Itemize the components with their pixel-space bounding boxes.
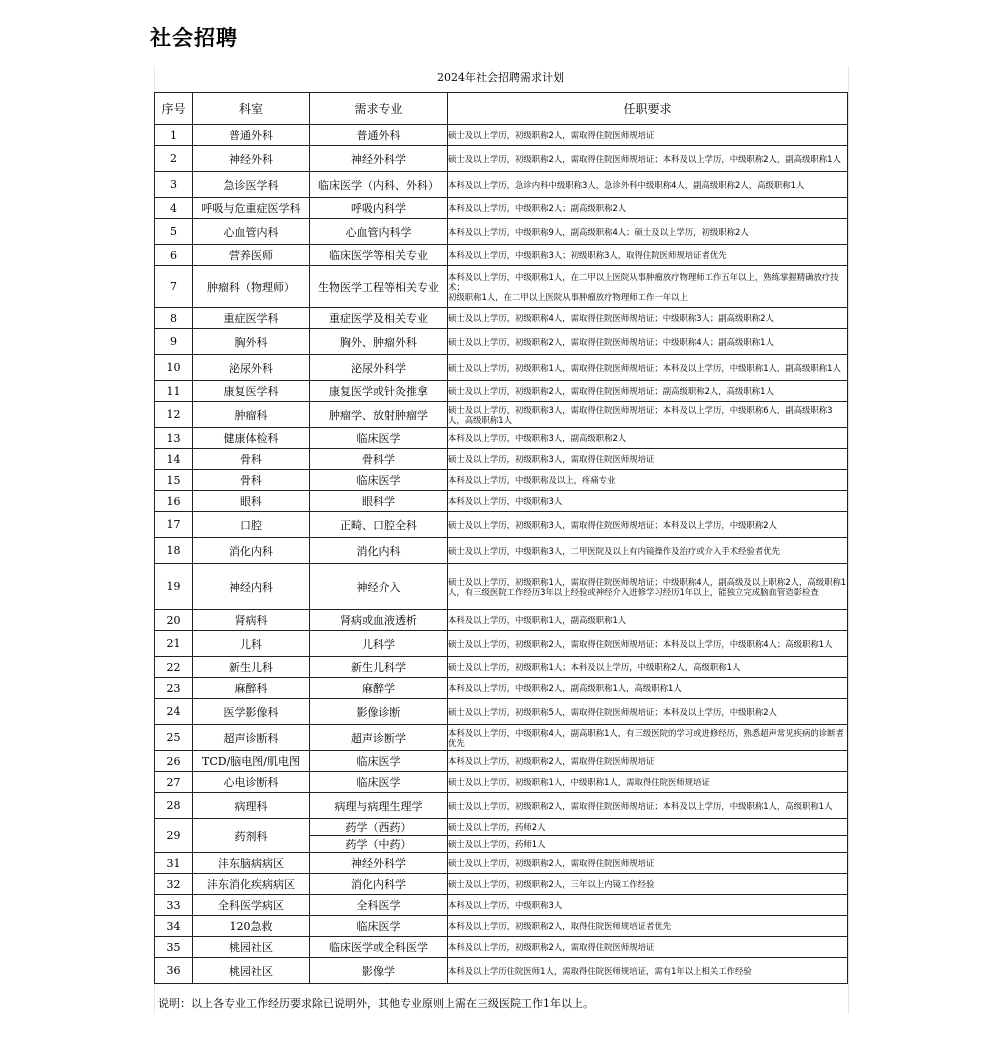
- table-row: [155, 699, 848, 725]
- row-requirement: 本科及以上学历，中级职称3人: [448, 491, 848, 512]
- row-number: 2: [155, 146, 193, 172]
- row-requirement: 硕士及以上学历，药师2人: [448, 819, 848, 836]
- row-major: 肾病或血液透析: [310, 610, 448, 631]
- row-number: 3: [155, 172, 193, 198]
- row-requirement: 本科及以上学历，中级职称及以上，疼痛专业: [448, 470, 848, 491]
- row-requirement: 硕士及以上学历，初级职称2人，需取得住院医师规培证: [448, 125, 848, 146]
- row-major: 重症医学及相关专业: [310, 308, 448, 329]
- table-row: [155, 219, 848, 245]
- table-row: [155, 198, 848, 219]
- row-number: 35: [155, 937, 193, 958]
- row-department: 消化内科: [193, 538, 310, 564]
- row-requirement: 硕士及以上学历，初级职称1人；本科及以上学历，中级职称2人，高级职称1人: [448, 657, 848, 678]
- table-row: [155, 125, 848, 146]
- row-requirement: 硕士及以上学历，初级职称3人，需取得住院医师规培证；本科及以上学历，中级职称2人: [448, 512, 848, 538]
- row-department: TCD/脑电图/肌电图: [193, 751, 310, 772]
- table-row: [155, 491, 848, 512]
- row-major: 临床医学: [310, 751, 448, 772]
- row-number: 29: [155, 819, 193, 853]
- table-row: [155, 245, 848, 266]
- table-row: [155, 895, 848, 916]
- table-row: [155, 874, 848, 895]
- table-note: 说明：以上各专业工作经历要求除已说明外，其他专业原则上需在三级医院工作1年以上。: [158, 997, 594, 1010]
- table-row: [155, 146, 848, 172]
- table-row: [155, 428, 848, 449]
- row-number: 11: [155, 381, 193, 402]
- row-number: 31: [155, 853, 193, 874]
- row-requirement: 硕士及以上学历，初级职称1人，需取得住院医师规培证；本科及以上学历，中级职称1人，副高级职称1人: [448, 355, 848, 381]
- row-requirement: 本科及以上学历，初级职称2人，需取得住院医师规培证: [448, 751, 848, 772]
- row-department: 康复医学科: [193, 381, 310, 402]
- table-row: [155, 449, 848, 470]
- row-major: 全科医学: [310, 895, 448, 916]
- header-req: 任职要求: [448, 93, 848, 125]
- row-number: 28: [155, 793, 193, 819]
- row-number: 36: [155, 958, 193, 984]
- row-major: 儿科学: [310, 631, 448, 657]
- row-department: 医学影像科: [193, 699, 310, 725]
- table-row: [155, 631, 848, 657]
- row-major: 麻醉学: [310, 678, 448, 699]
- row-major: 胸外、肿瘤外科: [310, 329, 448, 355]
- row-major: 眼科学: [310, 491, 448, 512]
- row-department: 神经外科: [193, 146, 310, 172]
- row-major: 影像诊断: [310, 699, 448, 725]
- row-number: 17: [155, 512, 193, 538]
- table-title: 2024年社会招聘需求计划: [437, 71, 564, 84]
- row-major: 神经介入: [310, 564, 448, 610]
- row-number: 1: [155, 125, 193, 146]
- row-major: 消化内科学: [310, 874, 448, 895]
- row-major: 药学（中药）: [310, 836, 448, 853]
- row-major: 肿瘤学、放射肿瘤学: [310, 402, 448, 428]
- row-number: 22: [155, 657, 193, 678]
- row-number: 21: [155, 631, 193, 657]
- table-row: [155, 308, 848, 329]
- table-row: [155, 793, 848, 819]
- row-number: 7: [155, 266, 193, 308]
- row-requirement: 本科及以上学历，中级职称3人: [448, 895, 848, 916]
- table-row: [155, 564, 848, 610]
- table-row: [155, 610, 848, 631]
- row-number: 19: [155, 564, 193, 610]
- row-number: 6: [155, 245, 193, 266]
- table-row: [155, 266, 848, 308]
- row-number: 20: [155, 610, 193, 631]
- table-header-row: [155, 93, 848, 125]
- row-department: 肿瘤科: [193, 402, 310, 428]
- row-number: 23: [155, 678, 193, 699]
- row-number: 25: [155, 725, 193, 751]
- row-requirement: 硕士及以上学历，初级职称2人，需取得住院医师规培证；副高级职称2人，高级职称1人: [448, 381, 848, 402]
- row-number: 9: [155, 329, 193, 355]
- row-number: 18: [155, 538, 193, 564]
- row-number: 27: [155, 772, 193, 793]
- table-row: [155, 958, 848, 984]
- row-department: 营养医师: [193, 245, 310, 266]
- row-department: 神经内科: [193, 564, 310, 610]
- row-department: 肾病科: [193, 610, 310, 631]
- table-row: [155, 937, 848, 958]
- table-row: [155, 538, 848, 564]
- header-major: 需求专业: [310, 93, 448, 125]
- row-department: 120急救: [193, 916, 310, 937]
- row-requirement: 本科及以上学历，初级职称2人，取得住院医师规培证者优先: [448, 916, 848, 937]
- row-major: 泌尿外科学: [310, 355, 448, 381]
- table-row: [155, 853, 848, 874]
- row-requirement: 本科及以上学历，中级职称3人，副高级职称2人: [448, 428, 848, 449]
- row-department: 泌尿外科: [193, 355, 310, 381]
- row-requirement: 硕士及以上学历，初级职称5人，需取得住院医师规培证；本科及以上学历，中级职称2人: [448, 699, 848, 725]
- recruitment-table: [154, 92, 848, 984]
- row-department: 健康体检科: [193, 428, 310, 449]
- row-major: 神经外科学: [310, 853, 448, 874]
- row-requirement: 本科及以上学历，初级职称2人，需取得住院医师规培证: [448, 937, 848, 958]
- row-major: 普通外科: [310, 125, 448, 146]
- table-row: [155, 678, 848, 699]
- row-department: 眼科: [193, 491, 310, 512]
- row-department: 超声诊断科: [193, 725, 310, 751]
- table-row: [155, 329, 848, 355]
- row-requirement: 本科及以上学历，中级职称2人，副高级职称1人，高级职称1人: [448, 678, 848, 699]
- row-major: 生物医学工程等相关专业: [310, 266, 448, 308]
- page-title: 社会招聘: [150, 26, 238, 50]
- row-major: 药学（西药）: [310, 819, 448, 836]
- row-requirement: 硕士及以上学历，初级职称2人，三年以上内镜工作经验: [448, 874, 848, 895]
- row-requirement: 本科及以上学历，急诊内科中级职称3人，急诊外科中级职称4人，副高级职称2人，高级职称1人: [448, 172, 848, 198]
- table-row: [155, 470, 848, 491]
- row-requirement: 硕士及以上学历，初级职称4人，需取得住院医师规培证；中级职称3人；副高级职称2人: [448, 308, 848, 329]
- row-requirement: 本科及以上学历，中级职称3人；初级职称3人，取得住院医师规培证者优先: [448, 245, 848, 266]
- row-number: 33: [155, 895, 193, 916]
- row-requirement: 本科及以上学历，中级职称1人，在二甲以上医院从事肿瘤放疗物理师工作五年以上，熟练掌握精确放疗技术； 初级职称1人，在二甲以上医院从事肿瘤放疗物理师工作一年以上: [448, 266, 848, 308]
- row-major: 临床医学等相关专业: [310, 245, 448, 266]
- row-major: 康复医学或针灸推拿: [310, 381, 448, 402]
- row-number: 32: [155, 874, 193, 895]
- header-dept: 科室: [193, 93, 310, 125]
- row-requirement: 硕士及以上学历，初级职称1人，中级职称1人，需取得住院医师规培证: [448, 772, 848, 793]
- row-requirement: 硕士及以上学历，初级职称3人，需取得住院医师规培证: [448, 449, 848, 470]
- row-major: 临床医学（内科、外科）: [310, 172, 448, 198]
- table-row: [155, 512, 848, 538]
- row-department: 心血管内科: [193, 219, 310, 245]
- row-number: 12: [155, 402, 193, 428]
- table-row: [155, 772, 848, 793]
- row-number: 4: [155, 198, 193, 219]
- row-major: 临床医学或全科医学: [310, 937, 448, 958]
- row-major: 临床医学: [310, 428, 448, 449]
- row-major: 临床医学: [310, 470, 448, 491]
- row-requirement: 硕士及以上学历，初级职称2人，需取得住院医师规培证；中级职称4人；副高级职称1人: [448, 329, 848, 355]
- table-row: [155, 819, 848, 836]
- row-number: 15: [155, 470, 193, 491]
- row-requirement: 硕士及以上学历，初级职称2人，需取得住院医师规培证；本科及以上学历，中级职称4人；高级职称1人: [448, 631, 848, 657]
- row-department: 桃园社区: [193, 937, 310, 958]
- row-department: 胸外科: [193, 329, 310, 355]
- row-department: 普通外科: [193, 125, 310, 146]
- row-major: 影像学: [310, 958, 448, 984]
- row-department: 骨科: [193, 449, 310, 470]
- row-number: 14: [155, 449, 193, 470]
- table-row: [155, 916, 848, 937]
- row-number: 8: [155, 308, 193, 329]
- row-major: 消化内科: [310, 538, 448, 564]
- row-requirement: 硕士及以上学历，初级职称3人，需取得住院医师规培证；本科及以上学历，中级职称6人，副高级职称3人，高级职称1人: [448, 402, 848, 428]
- table-row: [155, 355, 848, 381]
- table-row: [155, 725, 848, 751]
- row-major: 正畸、口腔全科: [310, 512, 448, 538]
- table-row: [155, 381, 848, 402]
- row-number: 26: [155, 751, 193, 772]
- table-row: [155, 402, 848, 428]
- row-major: 神经外科学: [310, 146, 448, 172]
- row-number: 16: [155, 491, 193, 512]
- row-requirement: 本科及以上学历，中级职称2人；副高级职称2人: [448, 198, 848, 219]
- row-major: 骨科学: [310, 449, 448, 470]
- row-department: 桃园社区: [193, 958, 310, 984]
- row-number: 10: [155, 355, 193, 381]
- table-body: [155, 125, 848, 984]
- row-department: 沣东脑病病区: [193, 853, 310, 874]
- row-department: 口腔: [193, 512, 310, 538]
- row-department: 心电诊断科: [193, 772, 310, 793]
- row-major: 病理与病理生理学: [310, 793, 448, 819]
- row-major: 呼吸内科学: [310, 198, 448, 219]
- row-department: 重症医学科: [193, 308, 310, 329]
- row-requirement: 硕士及以上学历，中级职称3人，二甲医院及以上有内镜操作及治疗或介入手术经验者优先: [448, 538, 848, 564]
- row-department: 肿瘤科（物理师）: [193, 266, 310, 308]
- row-number: 34: [155, 916, 193, 937]
- row-requirement: 硕士及以上学历，初级职称2人，需取得住院医师规培证；本科及以上学历，中级职称1人，高级职称1人: [448, 793, 848, 819]
- row-department: 病理科: [193, 793, 310, 819]
- row-department: 呼吸与危重症医学科: [193, 198, 310, 219]
- row-requirement: 本科及以上学历，中级职称4人，副高职称1人，有三级医院的学习或进修经历，熟悉超声常见疾病的诊断者优先: [448, 725, 848, 751]
- row-major: 临床医学: [310, 916, 448, 937]
- row-department: 急诊医学科: [193, 172, 310, 198]
- row-department: 骨科: [193, 470, 310, 491]
- row-major: 心血管内科学: [310, 219, 448, 245]
- row-requirement: 本科及以上学历住院医师1人，需取得住院医师规培证，需有1年以上相关工作经验: [448, 958, 848, 984]
- row-requirement: 硕士及以上学历，初级职称1人，需取得住院医师规培证；中级职称4人，副高级及以上职称2人，高级职称1人，有三级医院工作经历3年以上经验或神经介入进修学习经历1年以上，能独立完成脑血管造影检查: [448, 564, 848, 610]
- row-requirement: 硕士及以上学历，初级职称2人，需取得住院医师规培证；本科及以上学历，中级职称2人，副高级职称1人: [448, 146, 848, 172]
- row-department: 药剂科: [193, 819, 310, 853]
- row-department: 麻醉科: [193, 678, 310, 699]
- row-department: 新生儿科: [193, 657, 310, 678]
- row-major: 超声诊断学: [310, 725, 448, 751]
- table-row: [155, 657, 848, 678]
- table-row: [155, 751, 848, 772]
- row-major: 新生儿科学: [310, 657, 448, 678]
- row-requirement: 硕士及以上学历，初级职称2人，需取得住院医师规培证: [448, 853, 848, 874]
- table-row: [155, 172, 848, 198]
- row-requirement: 本科及以上学历，中级职称9人，副高级职称4人；硕士及以上学历，初级职称2人: [448, 219, 848, 245]
- row-number: 5: [155, 219, 193, 245]
- row-requirement: 硕士及以上学历，药师1人: [448, 836, 848, 853]
- row-department: 沣东消化疾病病区: [193, 874, 310, 895]
- row-number: 24: [155, 699, 193, 725]
- row-department: 全科医学病区: [193, 895, 310, 916]
- row-requirement: 本科及以上学历，中级职称1人，副高级职称1人: [448, 610, 848, 631]
- header-no: 序号: [155, 93, 193, 125]
- row-number: 13: [155, 428, 193, 449]
- row-department: 儿科: [193, 631, 310, 657]
- row-major: 临床医学: [310, 772, 448, 793]
